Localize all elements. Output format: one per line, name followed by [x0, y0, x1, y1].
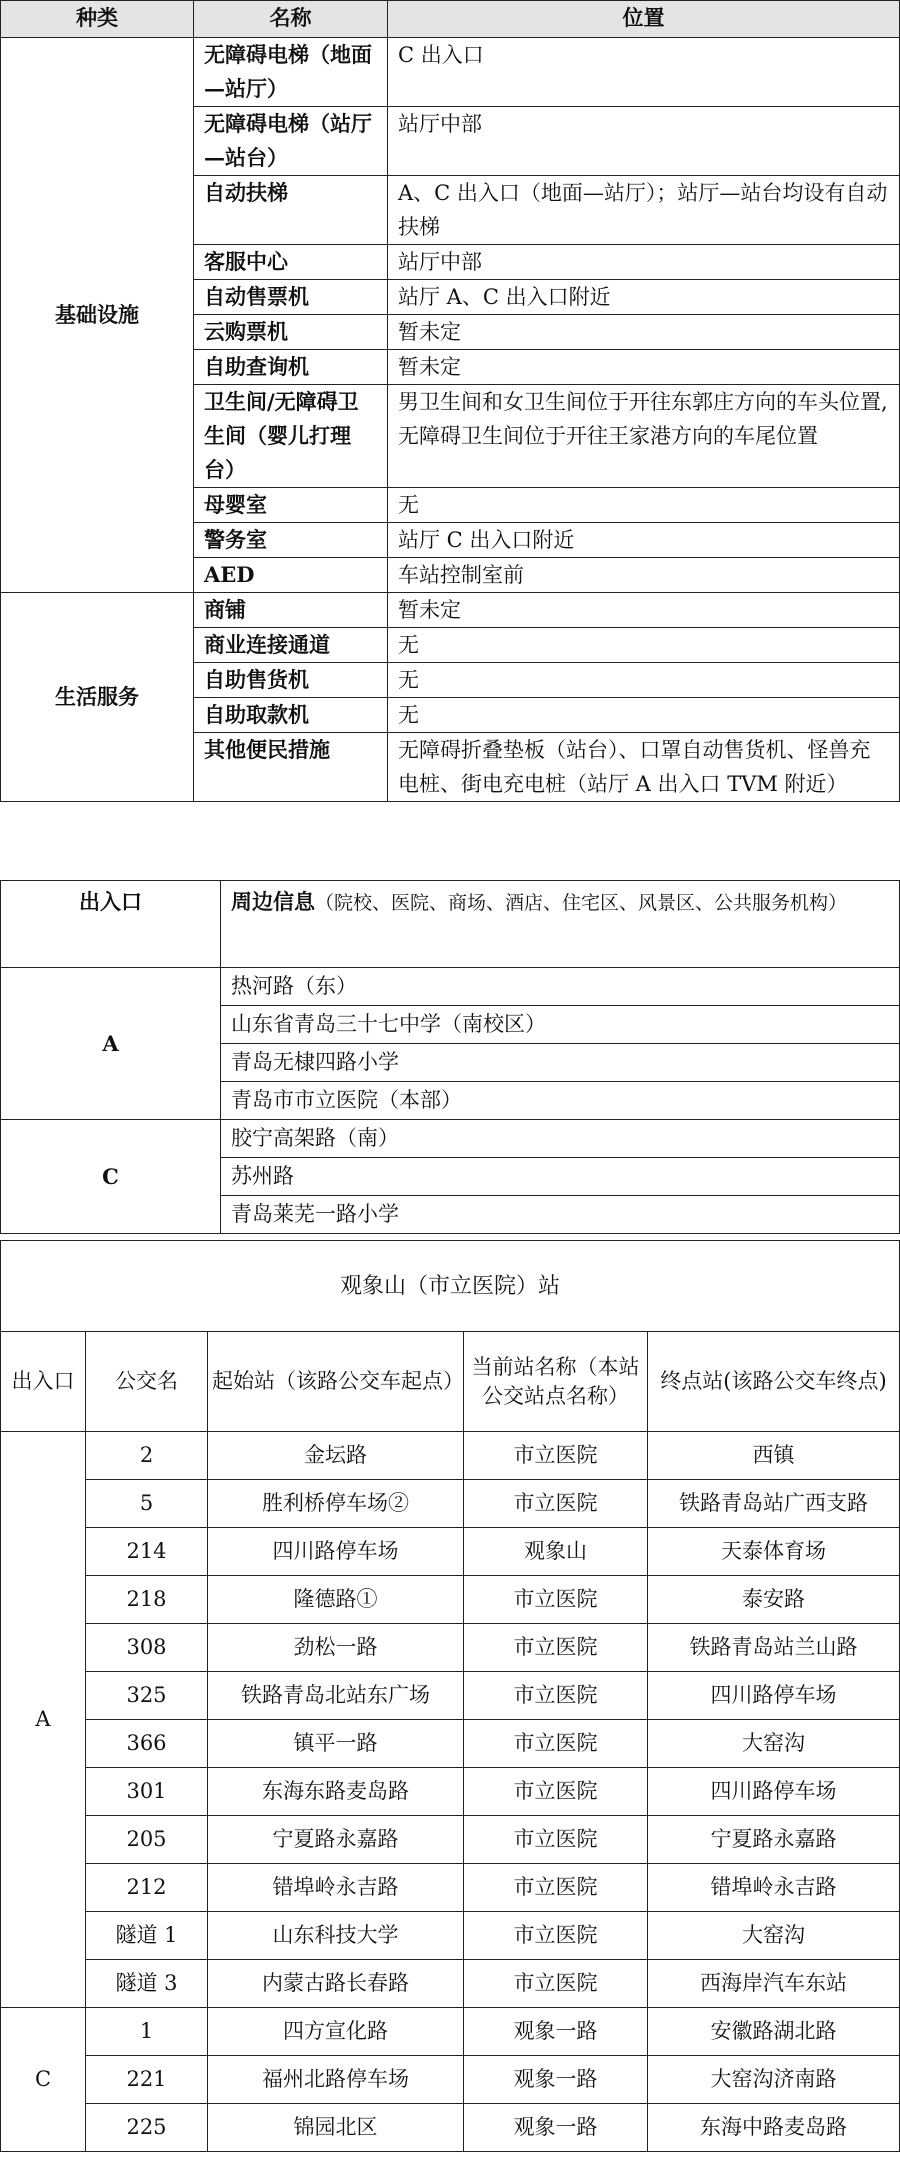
bus-current: 观象一路: [464, 2056, 648, 2104]
facility-name: 商铺: [194, 593, 388, 628]
surrounding-exit: A: [1, 968, 221, 1120]
facility-location: 无: [388, 628, 900, 663]
bus-start: 镇平一路: [208, 1720, 464, 1768]
bus-start: 宁夏路永嘉路: [208, 1816, 464, 1864]
bus-header-row: [1, 1332, 900, 1432]
bus-current: 市立医院: [464, 1768, 648, 1816]
bus-line: 2: [86, 1432, 208, 1480]
bus-start: 胜利桥停车场②: [208, 1480, 464, 1528]
surrounding-place: 山东省青岛三十七中学（南校区）: [221, 1006, 900, 1044]
bus-header-current: 当前站名称（本站公交站点名称）: [464, 1332, 648, 1432]
bus-end: 错埠岭永吉路: [648, 1864, 900, 1912]
bus-current: 观象山: [464, 1528, 648, 1576]
bus-exit: A: [1, 1432, 86, 2008]
header-info-note: （院校、医院、商场、酒店、住宅区、风景区、公共服务机构）: [315, 892, 848, 914]
bus-start: 福州北路停车场: [208, 2056, 464, 2104]
bus-end: 铁路青岛站兰山路: [648, 1624, 900, 1672]
facility-location: 暂未定: [388, 315, 900, 350]
header-category: 种类: [1, 1, 194, 38]
bus-current: 市立医院: [464, 1816, 648, 1864]
facility-location: 无: [388, 488, 900, 523]
bus-line: 1: [86, 2008, 208, 2056]
bus-line: 221: [86, 2056, 208, 2104]
surrounding-place: 青岛市市立医院（本部）: [221, 1082, 900, 1120]
bus-end: 四川路停车场: [648, 1672, 900, 1720]
facility-name: 其他便民措施: [194, 733, 388, 802]
facility-row: [1, 593, 900, 628]
bus-line: 205: [86, 1816, 208, 1864]
bus-route-row: [1, 1624, 900, 1672]
bus-line: 308: [86, 1624, 208, 1672]
bus-start: 四川路停车场: [208, 1528, 464, 1576]
bus-line: 212: [86, 1864, 208, 1912]
facility-row: [1, 38, 900, 107]
facility-location: 站厅中部: [388, 245, 900, 280]
bus-line: 366: [86, 1720, 208, 1768]
surroundings-header-row: [1, 881, 900, 968]
bus-route-row: [1, 1576, 900, 1624]
bus-header-exit: 出入口: [1, 1332, 86, 1432]
bus-current: 市立医院: [464, 1480, 648, 1528]
bus-route-row: [1, 1768, 900, 1816]
bus-line: 隧道 3: [86, 1960, 208, 2008]
bus-current: 市立医院: [464, 1672, 648, 1720]
bus-current: 市立医院: [464, 1624, 648, 1672]
bus-start: 四方宣化路: [208, 2008, 464, 2056]
facility-name: 警务室: [194, 523, 388, 558]
facility-location: 男卫生间和女卫生间位于开往东郭庄方向的车头位置,无障碍卫生间位于开往王家港方向的车尾位置: [388, 385, 900, 488]
station-title: 观象山（市立医院）站: [1, 1241, 900, 1332]
bus-header-start: 起始站（该路公交车起点）: [208, 1332, 464, 1432]
bus-end: 大窑沟: [648, 1720, 900, 1768]
facility-location: 车站控制室前: [388, 558, 900, 593]
header-surrounding-info: [221, 881, 900, 968]
bus-end: 宁夏路永嘉路: [648, 1816, 900, 1864]
bus-route-row: [1, 1864, 900, 1912]
surrounding-place: 热河路（东）: [221, 968, 900, 1006]
bus-end: 天泰体育场: [648, 1528, 900, 1576]
facility-location: A、C 出入口（地面—站厅）；站厅—站台均设有自动扶梯: [388, 176, 900, 245]
facility-location: 站厅 C 出入口附近: [388, 523, 900, 558]
header-info-label: 周边信息: [231, 889, 315, 914]
bus-route-row: [1, 1672, 900, 1720]
bus-exit: C: [1, 2008, 86, 2152]
surrounding-exit: C: [1, 1120, 221, 1234]
facility-location: 无障碍折叠垫板（站台）、口罩自动售货机、怪兽充电桩、街电充电桩（站厅 A 出入口 TVM 附近）: [388, 733, 900, 802]
facility-name: 自动售票机: [194, 280, 388, 315]
surrounding-row: [1, 1120, 900, 1158]
bus-current: 市立医院: [464, 1912, 648, 1960]
bus-start: 东海东路麦岛路: [208, 1768, 464, 1816]
bus-route-row: [1, 1480, 900, 1528]
surrounding-place: 青岛无棣四路小学: [221, 1044, 900, 1082]
facility-name: 无障碍电梯（地面—站厅）: [194, 38, 388, 107]
bus-end: 西镇: [648, 1432, 900, 1480]
bus-end: 铁路青岛站广西支路: [648, 1480, 900, 1528]
bus-current: 市立医院: [464, 1864, 648, 1912]
bus-start: 山东科技大学: [208, 1912, 464, 1960]
bus-start: 锦园北区: [208, 2104, 464, 2152]
facility-location: C 出入口: [388, 38, 900, 107]
facility-category: 生活服务: [1, 593, 194, 802]
bus-route-row: [1, 2104, 900, 2152]
bus-route-row: [1, 1720, 900, 1768]
bus-end: 大窑沟: [648, 1912, 900, 1960]
facility-name: 自助取款机: [194, 698, 388, 733]
facilities-table: [0, 0, 900, 802]
bus-route-row: [1, 1528, 900, 1576]
surrounding-place: 胶宁高架路（南）: [221, 1120, 900, 1158]
header-exit: 出入口: [1, 881, 221, 968]
facility-location: 暂未定: [388, 593, 900, 628]
bus-line: 214: [86, 1528, 208, 1576]
bus-line: 隧道 1: [86, 1912, 208, 1960]
bus-line: 5: [86, 1480, 208, 1528]
bus-end: 东海中路麦岛路: [648, 2104, 900, 2152]
bus-route-row: [1, 2056, 900, 2104]
bus-end: 大窑沟济南路: [648, 2056, 900, 2104]
bus-line: 325: [86, 1672, 208, 1720]
surrounding-row: [1, 968, 900, 1006]
bus-line: 225: [86, 2104, 208, 2152]
bus-route-row: [1, 2008, 900, 2056]
bus-line: 301: [86, 1768, 208, 1816]
facility-location: 无: [388, 698, 900, 733]
bus-route-row: [1, 1912, 900, 1960]
facility-name: 云购票机: [194, 315, 388, 350]
facility-category: 基础设施: [1, 38, 194, 593]
surrounding-place: 青岛莱芜一路小学: [221, 1196, 900, 1234]
bus-title-row: [1, 1241, 900, 1332]
bus-start: 隆德路①: [208, 1576, 464, 1624]
facility-name: 客服中心: [194, 245, 388, 280]
facility-location: 暂未定: [388, 350, 900, 385]
bus-header-line: 公交名: [86, 1332, 208, 1432]
bus-current: 市立医院: [464, 1720, 648, 1768]
bus-current: 观象一路: [464, 2104, 648, 2152]
bus-table: [0, 1240, 900, 2152]
facility-name: 无障碍电梯（站厅—站台）: [194, 107, 388, 176]
bus-current: 市立医院: [464, 1432, 648, 1480]
bus-start: 劲松一路: [208, 1624, 464, 1672]
surrounding-place: 苏州路: [221, 1158, 900, 1196]
facility-name: AED: [194, 558, 388, 593]
facility-name: 商业连接通道: [194, 628, 388, 663]
bus-end: 安徽路湖北路: [648, 2008, 900, 2056]
bus-route-row: [1, 1432, 900, 1480]
header-name: 名称: [194, 1, 388, 38]
facility-location: 站厅 A、C 出入口附近: [388, 280, 900, 315]
facility-name: 卫生间/无障碍卫生间（婴儿打理台）: [194, 385, 388, 488]
bus-end: 泰安路: [648, 1576, 900, 1624]
bus-current: 观象一路: [464, 2008, 648, 2056]
facility-location: 无: [388, 663, 900, 698]
bus-end: 西海岸汽车东站: [648, 1960, 900, 2008]
bus-line: 218: [86, 1576, 208, 1624]
header-location: 位置: [388, 1, 900, 38]
bus-start: 错埠岭永吉路: [208, 1864, 464, 1912]
bus-header-end: 终点站(该路公交车终点): [648, 1332, 900, 1432]
bus-route-row: [1, 1816, 900, 1864]
bus-current: 市立医院: [464, 1576, 648, 1624]
bus-start: 金坛路: [208, 1432, 464, 1480]
bus-route-row: [1, 1960, 900, 2008]
facilities-header-row: [1, 1, 900, 38]
surroundings-table: [0, 880, 900, 1234]
bus-start: 铁路青岛北站东广场: [208, 1672, 464, 1720]
facility-name: 母婴室: [194, 488, 388, 523]
bus-current: 市立医院: [464, 1960, 648, 2008]
facility-name: 自助售货机: [194, 663, 388, 698]
facility-location: 站厅中部: [388, 107, 900, 176]
bus-start: 内蒙古路长春路: [208, 1960, 464, 2008]
facility-name: 自助查询机: [194, 350, 388, 385]
facility-name: 自动扶梯: [194, 176, 388, 245]
bus-end: 四川路停车场: [648, 1768, 900, 1816]
